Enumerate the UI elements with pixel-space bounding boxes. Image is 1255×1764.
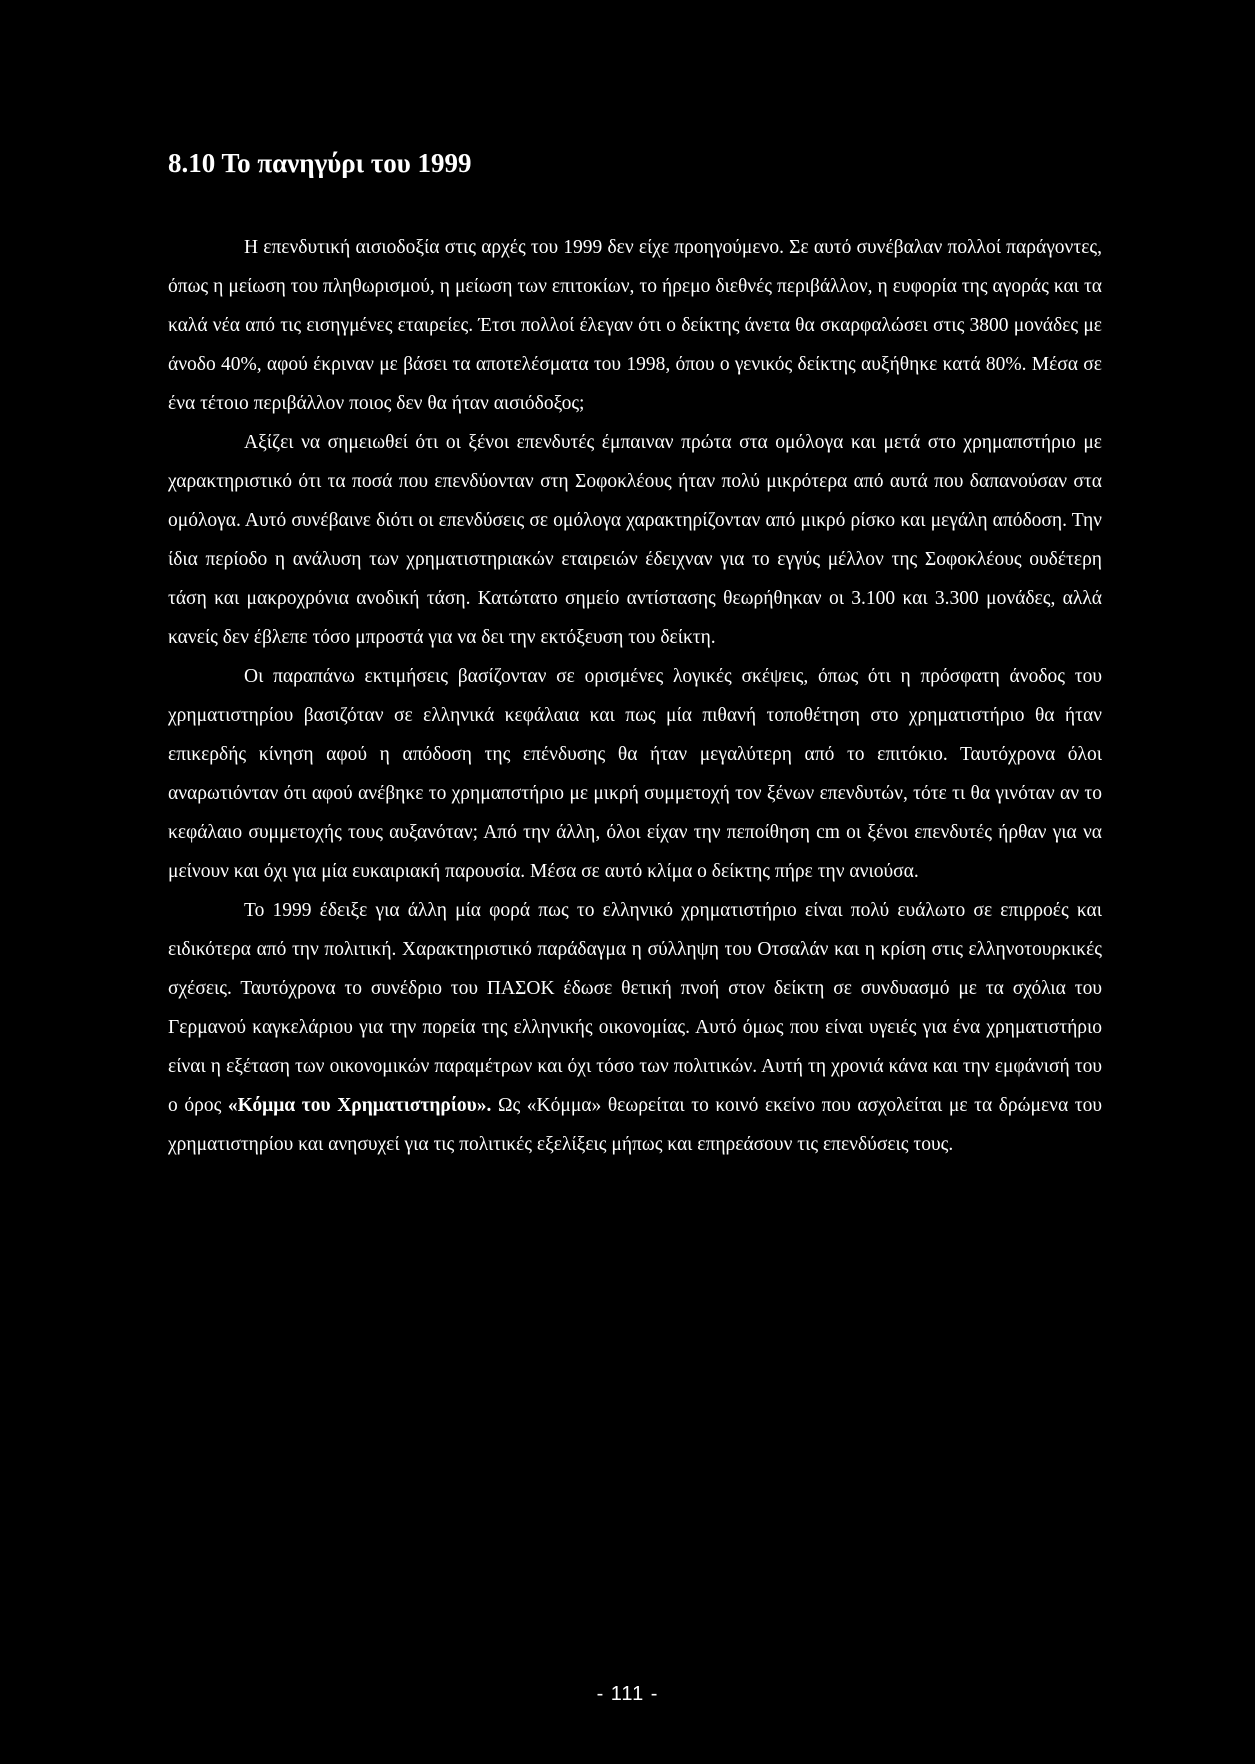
section-heading: 8.10 Το πανηγύρι του 1999 [168,148,472,178]
paragraph-4-text-before: Το 1999 έδειξε για άλλη μία φορά πως το ελληνικό χρηματιστήριο είναι πολύ ευάλωτο σε επιρροές και ειδικότερα από την πολιτική. Χαρακτηριστικό παράδαγμα η σύλληψη του Οτσαλάν και η κρίση στις ελληνοτουρκικές σχέσεις. Ταυτόχρονα το συνέδριο του ΠΑΣΟΚ έδωσε θετική πνοή στον δείκτη σε συνδυασμό με τα σχόλια του Γερμανού καγκελάριου για την πορεία της ελληνικής οικονομίας. Αυτό όμως που είναι υγειές για ένα χρηματιστήριο είναι η εξέταση των οικονομικών παραμέτρων και όχι τόσο των πολιτικών. Αυτή τη χρονιά κάνα και την εμφάνισή του ο όρος [168,900,1102,1116]
paragraph-4 [168,891,1102,1164]
paragraph-3: Οι παραπάνω εκτιμήσεις βασίζονταν σε ορισμένες λογικές σκέψεις, όπως ότι η πρόσφατη άνοδος του χρηματιστηρίου βασιζόταν σε ελληνικά κεφάλαια και πως μία πιθανή τοποθέτηση στο χρηματιστήριο θα ήταν επικερδής κίνηση αφού η απόδοση της επένδυσης θα ήταν μεγαλύτερη από το επιτόκιο. Ταυτόχρονα όλοι αναρωτιόνταν ότι αφού ανέβηκε το χρημαπστήριο με μικρή συμμετοχή τον ξένων επενδυτών, τότε τι θα γινόταν αν το κεφάλαιο συμμετοχής τους αυξανόταν; Από την άλλη, όλοι είχαν την πεποίθηση cm οι ξένοι επενδυτές ήρθαν για να μείνουν και όχι για μία ευκαιριακή παρουσία. Μέσα σε αυτό κλίμα ο δείκτης πήρε την ανιούσα. [168,666,1102,882]
page-number: - 111 - [596,1683,659,1705]
paragraph-2: Αξίζει να σημειωθεί ότι οι ξένοι επενδυτές έμπαιναν πρώτα στα ομόλογα και μετά στο χρημαπστήριο με χαρακτηριστικό ότι τα ποσά που επενδύονταν στη Σοφοκλέους ήταν πολύ μικρότερα από αυτά που δαπανούσαν στα ομόλογα. Αυτό συνέβαινε διότι οι επενδύσεις σε ομόλογα χαρακτηρίζονταν από μικρό ρίσκο και μεγάλη απόδοση. Την ίδια περίοδο η ανάλυση των χρηματιστηριακών εταιρειών έδειχναν για το εγγύς μέλλον της Σοφοκλέους ουδέτερη τάση και μακροχρόνια ανοδική τάση. Κατώτατο σημείο αντίστασης θεωρήθηκαν οι 3.100 και 3.300 μονάδες, αλλά κανείς δεν έβλεπε τόσο μπροστά για να δει την εκτόξευση του δείκτη. [168,432,1102,648]
body-text [168,228,1102,1164]
paragraph-4-text-after: Ως «Κόμμα» θεωρείται το κοινό εκείνο που ασχολείται με τα δρώμενα του χρηματιστηρίου και ανησυχεί για τις πολιτικές εξελίξεις μήπως και επηρεάσουν τις επενδύσεις τους. [168,1095,1103,1155]
bold-term: «Κόμμα του Χρηματιστηρίου». [227,1095,492,1116]
paragraph-1: Η επενδυτική αισιοδοξία στις αρχές του 1999 δεν είχε προηγούμενο. Σε αυτό συνέβαλαν πολλοί παράγοντες, όπως η μείωση του πληθωρισμού, η μείωση των επιτοκίων, το ήρεμο διεθνές περιβάλλον, η ευφορία της αγοράς και τα καλά νέα από τις εισηγμένες εταιρείες. Έτσι πολλοί έλεγαν ότι ο δείκτης άνετα θα σκαρφαλώσει στις 3800 μονάδες με άνοδο 40%, αφού έκριναν με βάσει τα αποτελέσματα του 1998, όπου ο γενικός δείκτης αυξήθηκε κατά 80%. Μέσα σε ένα τέτοιο περιβάλλον ποιος δεν θα ήταν αισιόδοξος; [168,237,1102,414]
